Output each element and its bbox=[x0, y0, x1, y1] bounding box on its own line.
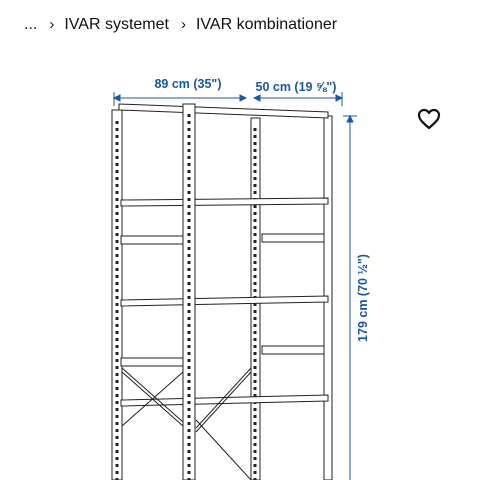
chevron-right-icon: › bbox=[180, 15, 186, 33]
depth-dimension-label: 50 cm (19 ⅝") bbox=[255, 80, 337, 94]
dimension-lines bbox=[114, 92, 357, 480]
favourite-button[interactable] bbox=[414, 105, 444, 133]
height-dimension-label: 179 cm (70 ½") bbox=[356, 254, 370, 342]
breadcrumb-ellipsis[interactable]: ... bbox=[24, 16, 38, 33]
breadcrumb-link-ivar-systemet[interactable]: IVAR systemet bbox=[64, 16, 169, 33]
width-dimension-label: 89 cm (35") bbox=[154, 77, 222, 91]
shelf-unit-drawing bbox=[112, 104, 332, 480]
heart-icon bbox=[417, 108, 441, 130]
chevron-right-icon: › bbox=[49, 15, 55, 33]
breadcrumb-link-ivar-kombinationer[interactable]: IVAR kombinationer bbox=[195, 16, 338, 33]
